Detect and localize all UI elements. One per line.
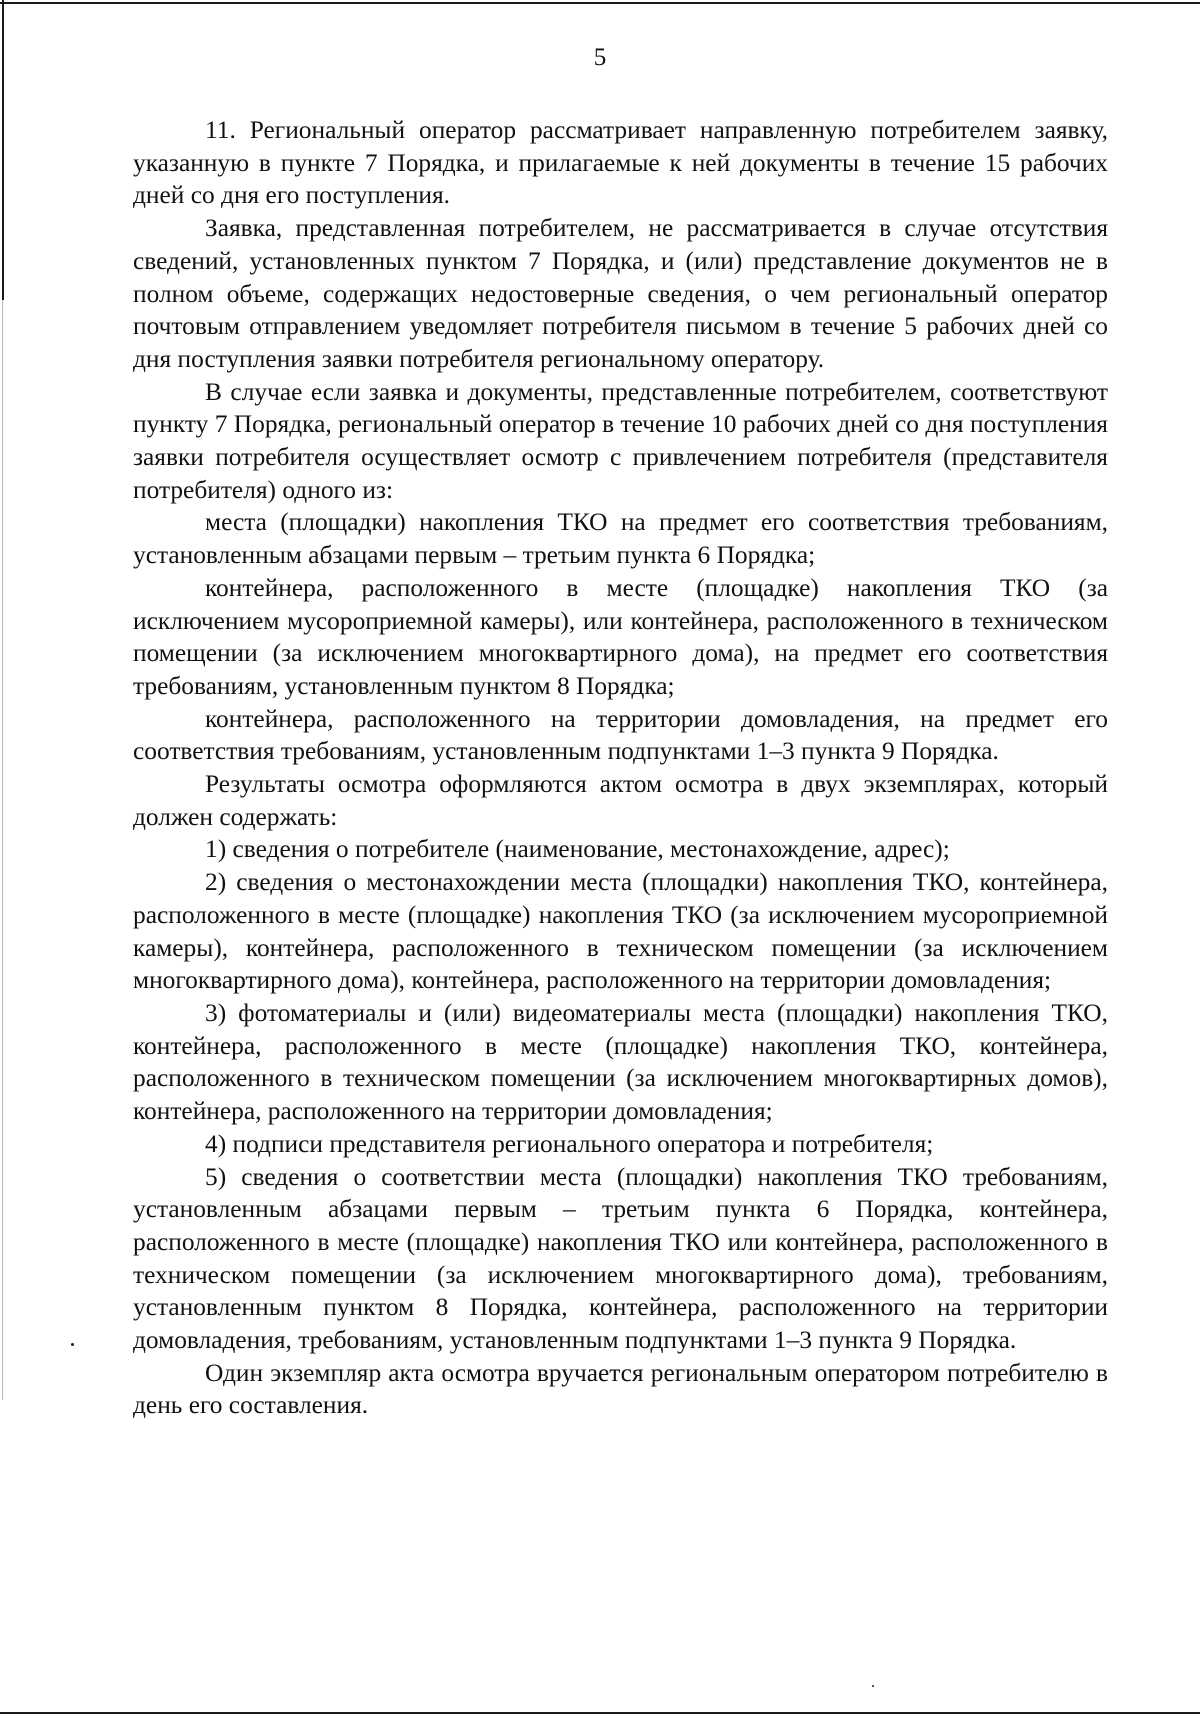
list-item-5: 5) сведения о соответствии места (площадки) накопления ТКО требованиям, установленным абзацами первым – третьим пункта 6 Порядка, контейнера, расположенного в месте (площадке) накопления ТКО или контейнера, расположенного в техническом помещении (за исключением многоквартирного дома), требованиям, установленным пунктом 8 Порядка, контейнера, расположенного на территории домовладения, требованиям, установленным подпунктами 1–3 пункта 9 Порядка. [133,1162,1108,1355]
paragraph-rejection: Заявка, представленная потребителем, не рассматривается в случае отсутствия сведений, установленных пунктом 7 Порядка, и (или) представление документов не в полном объеме, содержащих недостоверные сведения, о чем региональный оператор почтовым отправлением уведомляет потребителя письмом в течение 5 рабочих дней со дня поступления заявки потребителя региональному оператору. [133,214,1108,373]
paragraph-household-container: контейнера, расположенного на территории домовладения, на предмет его соответствия требованиям, установленным подпунктами 1–3 пункта 9 Порядка. [133,704,1108,766]
paragraph-site: места (площадки) накопления ТКО на предмет его соответствия требованиям, установленным абзацами первым – третьим пункта 6 Порядка; [133,508,1108,570]
scan-edge-bottom [0,1712,1200,1714]
scan-edge-left-faint [2,300,3,1400]
list-item-4: 4) подписи представителя регионального оператора и потребителя; [205,1129,934,1158]
paragraph-results: Результаты осмотра оформляются актом осмотра в двух экземплярах, который должен содержать: [133,770,1108,831]
document-body [133,114,1108,1422]
paragraph-container: контейнера, расположенного в месте (площадке) накопления ТКО (за исключением мусороприемной камеры), или контейнера, расположенного в техническом помещении (за исключением многоквартирного дома), на предмет его соответствия требованиям, установленным пунктом 8 Порядка; [133,573,1108,700]
list-item-2: 2) сведения о местонахождении места (площадки) накопления ТКО, контейнера, расположенного в месте (площадке) накопления ТКО (за исключением мусороприемной камеры), контейнера, расположенного в техническом помещении (за исключением многоквартирного дома), контейнера, расположенного на территории домовладения; [133,868,1108,995]
paragraph-delivery: Один экземпляр акта осмотра вручается региональным оператором потребителю в день его составления. [133,1358,1108,1420]
scan-speck [71,1343,74,1346]
page-number: 5 [593,44,607,71]
list-item-1: 1) сведения о потребителе (наименование, местонахождение, адрес); [205,835,950,864]
list-item-3: 3) фотоматериалы и (или) видеоматериалы места (площадки) накопления ТКО, контейнера, расположенного в месте (площадке) накопления ТКО, контейнера, расположенного в техническом помещении (за исключением многоквартирных домов), контейнера, расположенного на территории домовладения; [133,998,1108,1126]
scan-edge-top [0,2,1200,4]
paragraph-11: 11. Региональный оператор рассматривает направленную потребителем заявку, указанную в пункте 7 Порядка, и прилагаемые к ней документы в течение 15 рабочих дней со дня его поступления. [133,116,1108,210]
scan-speck [872,1685,874,1687]
paragraph-inspection: В случае если заявка и документы, представленные потребителем, соответствуют пункту 7 Порядка, региональный оператор в течение 10 рабочих дней со дня поступления заявки потребителя осуществляет осмотр с привлечением потребителя (представителя потребителя) одного из: [133,377,1108,504]
